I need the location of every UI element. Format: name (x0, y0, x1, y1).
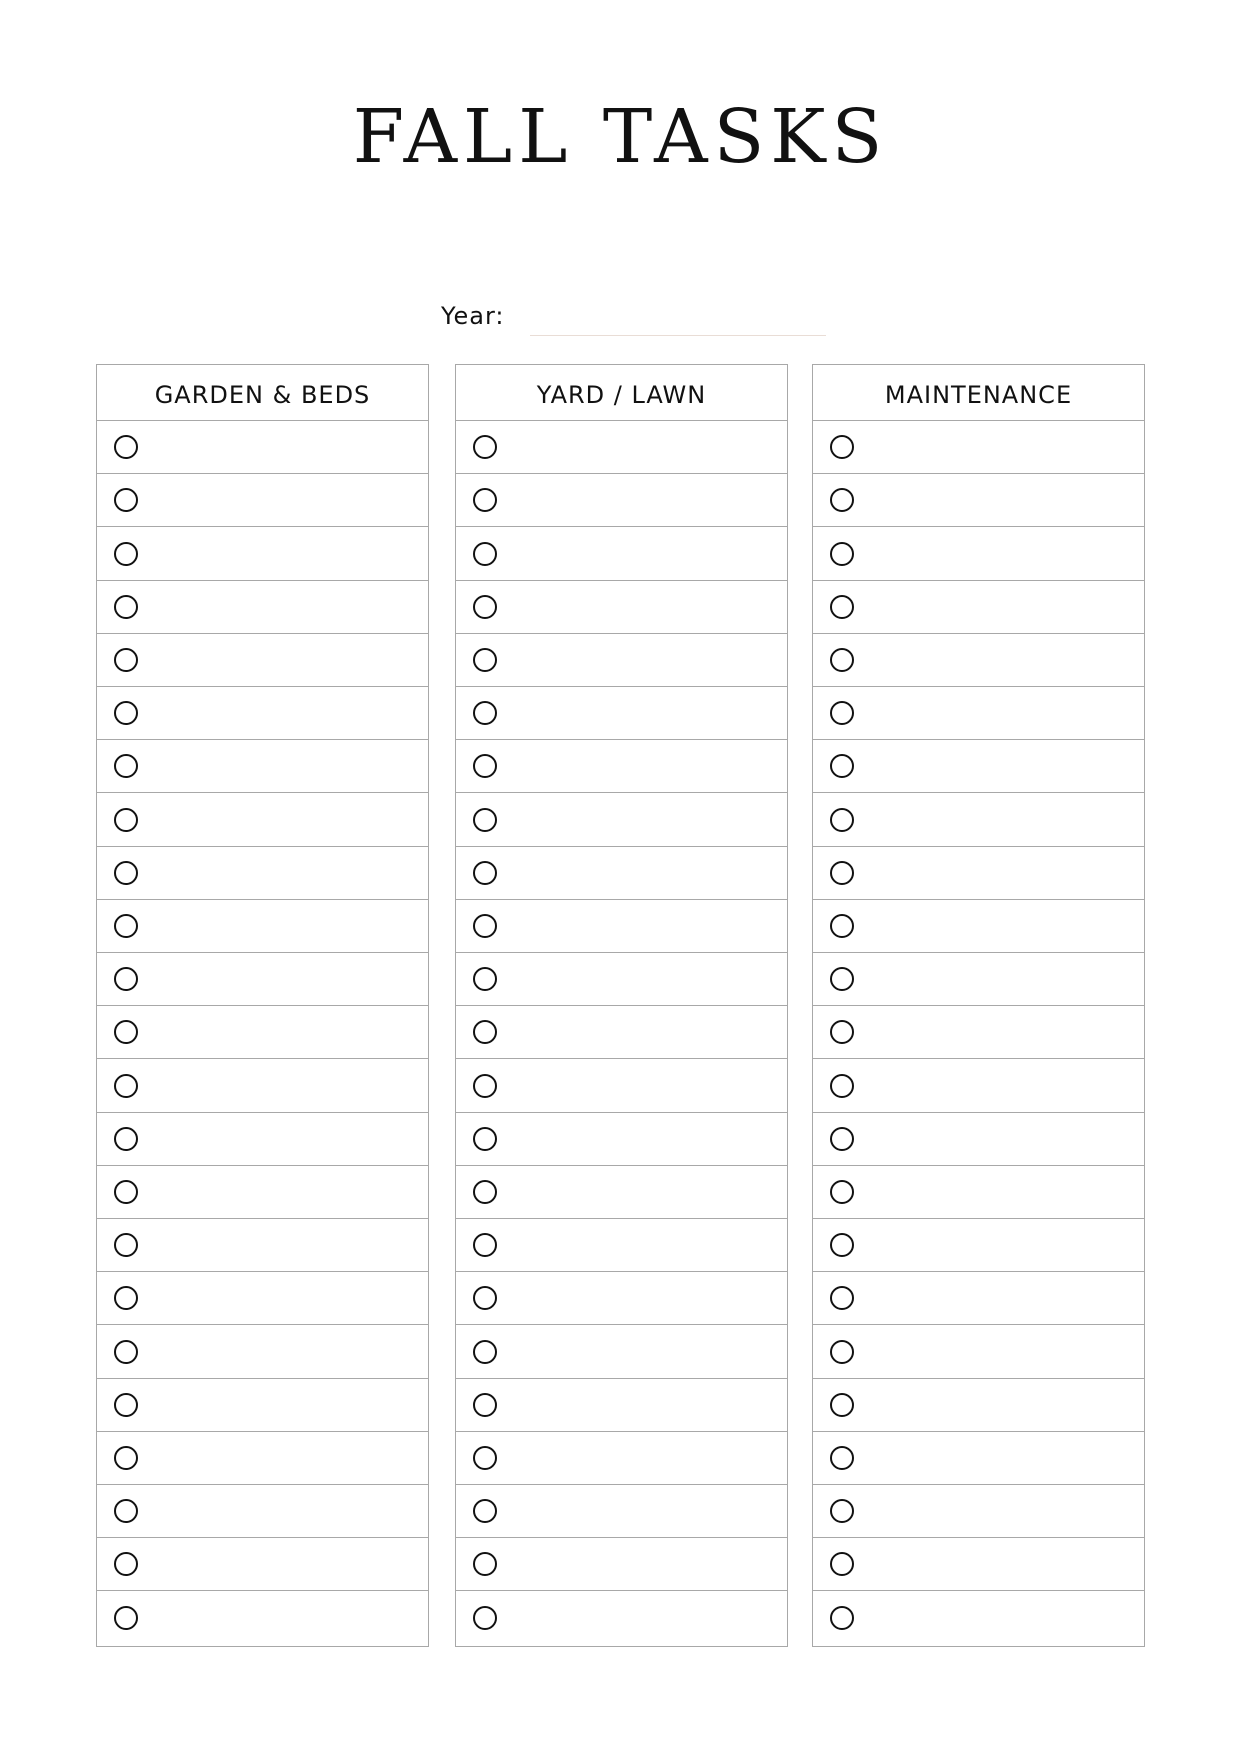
task-row[interactable] (456, 1432, 787, 1485)
task-checkbox-circle-icon[interactable] (114, 1127, 138, 1151)
task-row[interactable] (813, 1591, 1144, 1644)
task-row[interactable] (813, 527, 1144, 580)
task-row[interactable] (456, 581, 787, 634)
task-list (813, 421, 1144, 1645)
task-row[interactable] (97, 687, 428, 740)
task-checkbox-circle-icon[interactable] (830, 1606, 854, 1630)
task-row[interactable] (97, 1113, 428, 1166)
year-input-line[interactable] (530, 335, 826, 336)
task-checkbox-circle-icon[interactable] (114, 648, 138, 672)
task-checkbox-circle-icon[interactable] (473, 488, 497, 512)
task-checkbox-circle-icon[interactable] (830, 914, 854, 938)
task-checkbox-circle-icon[interactable] (114, 861, 138, 885)
task-checkbox-circle-icon[interactable] (830, 1074, 854, 1098)
task-checkbox-circle-icon[interactable] (830, 967, 854, 991)
task-checkbox-circle-icon[interactable] (114, 1606, 138, 1630)
task-row[interactable] (97, 1379, 428, 1432)
task-checkbox-circle-icon[interactable] (114, 1446, 138, 1470)
task-row[interactable] (97, 421, 428, 474)
task-row[interactable] (97, 740, 428, 793)
column-heading: MAINTENANCE (813, 365, 1144, 421)
task-checkbox-circle-icon[interactable] (473, 701, 497, 725)
task-checkbox-circle-icon[interactable] (473, 1340, 497, 1364)
column-heading: GARDEN & BEDS (97, 365, 428, 421)
task-checkbox-circle-icon[interactable] (830, 861, 854, 885)
task-row[interactable] (813, 634, 1144, 687)
task-row[interactable] (813, 474, 1144, 527)
task-checkbox-circle-icon[interactable] (114, 701, 138, 725)
task-row[interactable] (813, 581, 1144, 634)
task-row[interactable] (456, 527, 787, 580)
task-checkbox-circle-icon[interactable] (114, 808, 138, 832)
task-checkbox-circle-icon[interactable] (473, 1446, 497, 1470)
task-row[interactable] (813, 847, 1144, 900)
task-row[interactable] (456, 793, 787, 846)
task-row[interactable] (97, 1538, 428, 1591)
task-row[interactable] (97, 1272, 428, 1325)
task-checkbox-circle-icon[interactable] (473, 1552, 497, 1576)
task-row[interactable] (97, 634, 428, 687)
task-list (97, 421, 428, 1645)
task-row[interactable] (813, 1219, 1144, 1272)
task-checkbox-circle-icon[interactable] (830, 1127, 854, 1151)
task-checkbox-circle-icon[interactable] (830, 1393, 854, 1417)
task-checkbox-circle-icon[interactable] (473, 435, 497, 459)
task-row[interactable] (813, 1538, 1144, 1591)
task-checkbox-circle-icon[interactable] (830, 488, 854, 512)
task-checkbox-circle-icon[interactable] (473, 1127, 497, 1151)
task-checkbox-circle-icon[interactable] (473, 861, 497, 885)
task-row[interactable] (97, 1006, 428, 1059)
task-checkbox-circle-icon[interactable] (114, 914, 138, 938)
task-checkbox-circle-icon[interactable] (114, 1286, 138, 1310)
task-checkbox-circle-icon[interactable] (114, 1340, 138, 1364)
task-row[interactable] (456, 1325, 787, 1378)
task-row[interactable] (813, 1485, 1144, 1538)
task-checkbox-circle-icon[interactable] (473, 542, 497, 566)
task-row[interactable] (456, 474, 787, 527)
task-row[interactable] (813, 1166, 1144, 1219)
task-checkbox-circle-icon[interactable] (473, 1074, 497, 1098)
task-checkbox-circle-icon[interactable] (830, 1340, 854, 1364)
task-checkbox-circle-icon[interactable] (114, 488, 138, 512)
task-row[interactable] (97, 847, 428, 900)
task-row[interactable] (456, 687, 787, 740)
task-row[interactable] (813, 421, 1144, 474)
column-heading: YARD / LAWN (456, 365, 787, 421)
task-row[interactable] (456, 1485, 787, 1538)
task-row[interactable] (813, 793, 1144, 846)
task-row[interactable] (813, 1432, 1144, 1485)
task-row[interactable] (97, 1485, 428, 1538)
task-row[interactable] (813, 1325, 1144, 1378)
task-checkbox-circle-icon[interactable] (830, 595, 854, 619)
task-row[interactable] (456, 421, 787, 474)
task-checkbox-circle-icon[interactable] (830, 435, 854, 459)
year-label: Year: (441, 302, 505, 330)
task-checkbox-circle-icon[interactable] (830, 1233, 854, 1257)
task-row[interactable] (456, 1272, 787, 1325)
task-checkbox-circle-icon[interactable] (473, 1286, 497, 1310)
task-checkbox-circle-icon[interactable] (114, 1020, 138, 1044)
task-checkbox-circle-icon[interactable] (114, 967, 138, 991)
task-checkbox-circle-icon[interactable] (114, 1180, 138, 1204)
task-checkbox-circle-icon[interactable] (114, 595, 138, 619)
task-row[interactable] (813, 740, 1144, 793)
task-row[interactable] (813, 1006, 1144, 1059)
task-checkbox-circle-icon[interactable] (830, 1499, 854, 1523)
column-yard-lawn (455, 364, 788, 1647)
task-row[interactable] (813, 1379, 1144, 1432)
task-checkbox-circle-icon[interactable] (473, 967, 497, 991)
task-row[interactable] (456, 1006, 787, 1059)
task-row[interactable] (456, 1379, 787, 1432)
task-checkbox-circle-icon[interactable] (473, 1020, 497, 1044)
task-checkbox-circle-icon[interactable] (114, 754, 138, 778)
task-checkbox-circle-icon[interactable] (830, 701, 854, 725)
task-row[interactable] (97, 527, 428, 580)
task-checkbox-circle-icon[interactable] (473, 1606, 497, 1630)
task-row[interactable] (813, 900, 1144, 953)
task-checkbox-circle-icon[interactable] (830, 1020, 854, 1044)
task-checkbox-circle-icon[interactable] (114, 1393, 138, 1417)
task-checkbox-circle-icon[interactable] (473, 808, 497, 832)
task-checkbox-circle-icon[interactable] (473, 1233, 497, 1257)
task-row[interactable] (456, 1166, 787, 1219)
task-row[interactable] (97, 1432, 428, 1485)
task-checkbox-circle-icon[interactable] (114, 1552, 138, 1576)
task-checkbox-circle-icon[interactable] (473, 648, 497, 672)
task-row[interactable] (456, 1059, 787, 1112)
task-checkbox-circle-icon[interactable] (473, 754, 497, 778)
task-checkbox-circle-icon[interactable] (114, 1074, 138, 1098)
task-checkbox-circle-icon[interactable] (473, 1499, 497, 1523)
task-checkbox-circle-icon[interactable] (830, 648, 854, 672)
task-checkbox-circle-icon[interactable] (473, 1180, 497, 1204)
task-row[interactable] (813, 687, 1144, 740)
task-row[interactable] (456, 1591, 787, 1644)
task-checkbox-circle-icon[interactable] (830, 1286, 854, 1310)
page-title: FALL TASKS (352, 94, 889, 180)
task-row[interactable] (456, 1219, 787, 1272)
task-row[interactable] (813, 1272, 1144, 1325)
task-row[interactable] (97, 1591, 428, 1644)
task-row[interactable] (813, 953, 1144, 1006)
task-row[interactable] (813, 1059, 1144, 1112)
task-row[interactable] (456, 953, 787, 1006)
task-list (456, 421, 787, 1645)
column-garden-beds (96, 364, 429, 1647)
task-row[interactable] (456, 847, 787, 900)
task-checkbox-circle-icon[interactable] (114, 1499, 138, 1523)
task-row[interactable] (97, 793, 428, 846)
task-checkbox-circle-icon[interactable] (114, 542, 138, 566)
task-checkbox-circle-icon[interactable] (473, 1393, 497, 1417)
task-row[interactable] (97, 1059, 428, 1112)
task-row[interactable] (97, 1166, 428, 1219)
task-row[interactable] (97, 900, 428, 953)
task-checkbox-circle-icon[interactable] (830, 1180, 854, 1204)
task-checkbox-circle-icon[interactable] (830, 754, 854, 778)
task-row[interactable] (97, 1219, 428, 1272)
task-checkbox-circle-icon[interactable] (473, 595, 497, 619)
task-row[interactable] (456, 900, 787, 953)
task-row[interactable] (456, 1538, 787, 1591)
task-checkbox-circle-icon[interactable] (830, 542, 854, 566)
task-checkbox-circle-icon[interactable] (473, 914, 497, 938)
task-checkbox-circle-icon[interactable] (830, 808, 854, 832)
task-checkbox-circle-icon[interactable] (114, 435, 138, 459)
task-checkbox-circle-icon[interactable] (830, 1446, 854, 1470)
task-row[interactable] (456, 634, 787, 687)
task-row[interactable] (813, 1113, 1144, 1166)
column-maintenance (812, 364, 1145, 1647)
task-checkbox-circle-icon[interactable] (114, 1233, 138, 1257)
task-row[interactable] (97, 581, 428, 634)
task-row[interactable] (97, 1325, 428, 1378)
task-row[interactable] (456, 1113, 787, 1166)
task-checkbox-circle-icon[interactable] (830, 1552, 854, 1576)
task-row[interactable] (456, 740, 787, 793)
task-row[interactable] (97, 474, 428, 527)
task-row[interactable] (97, 953, 428, 1006)
